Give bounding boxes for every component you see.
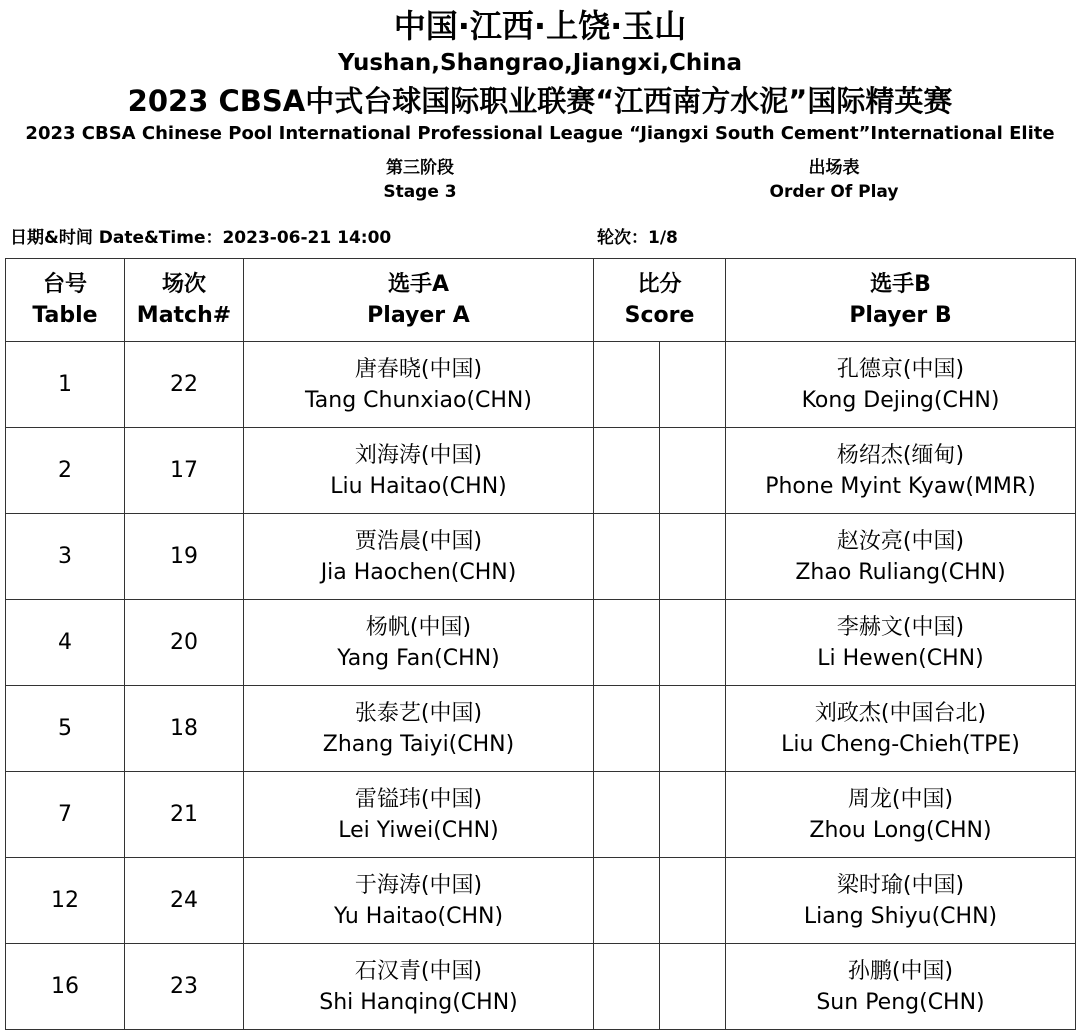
match-number: 21 xyxy=(170,802,198,827)
date-time: 日期&时间 Date&Time：2023-06-21 14:00 xyxy=(10,228,392,248)
score-b-cell xyxy=(660,858,726,944)
score-b-cell xyxy=(660,514,726,600)
player-b-name-en: Liu Cheng-Chieh(TPE) xyxy=(781,731,1020,757)
player-b-cell xyxy=(726,342,1076,428)
score-a-cell xyxy=(594,514,660,600)
player-a-cell xyxy=(244,858,594,944)
header-match xyxy=(125,259,244,342)
player-b-cell xyxy=(726,514,1076,600)
player-b-cell xyxy=(726,772,1076,858)
table-header-row xyxy=(6,259,1076,342)
player-b-name-en: Kong Dejing(CHN) xyxy=(801,387,1000,413)
match-number-cell xyxy=(125,772,244,858)
header-player-b-cn: 选手B xyxy=(870,272,931,297)
score-b-cell xyxy=(660,600,726,686)
match-number: 18 xyxy=(170,716,198,741)
player-a-name-cn: 雷镒玮(中国) xyxy=(354,786,483,812)
match-number: 19 xyxy=(170,544,198,569)
player-a-cell xyxy=(244,514,594,600)
header-score xyxy=(594,259,726,342)
player-b-name-cn: 周龙(中国) xyxy=(847,786,954,812)
player-a-name-en: Jia Haochen(CHN) xyxy=(320,559,517,585)
player-a-cell xyxy=(244,428,594,514)
player-a-cell xyxy=(244,342,594,428)
player-b-name-en: Li Hewen(CHN) xyxy=(817,645,984,671)
player-a-cell xyxy=(244,686,594,772)
player-b-name-en: Zhao Ruliang(CHN) xyxy=(795,559,1006,585)
score-a-cell xyxy=(594,600,660,686)
order-of-play-label xyxy=(734,156,934,204)
player-a-name-cn: 于海涛(中国) xyxy=(354,872,483,898)
player-b-cell xyxy=(726,428,1076,514)
player-a-name-en: Shi Hanqing(CHN) xyxy=(319,989,518,1015)
location-cn: 中国·江西·上饶·玉山 xyxy=(393,7,687,45)
player-b-name-en: Phone Myint Kyaw(MMR) xyxy=(765,473,1036,499)
table-number: 4 xyxy=(58,630,72,655)
player-b-name-cn: 孔德京(中国) xyxy=(836,356,965,382)
header-table-cn: 台号 xyxy=(42,272,87,297)
player-b-name-en: Zhou Long(CHN) xyxy=(809,817,992,843)
order-cn: 出场表 xyxy=(808,158,860,178)
player-a-name-cn: 杨帆(中国) xyxy=(365,614,472,640)
score-a-cell xyxy=(594,772,660,858)
table-number: 12 xyxy=(51,888,79,913)
stage-en: Stage 3 xyxy=(383,182,457,202)
table-row xyxy=(6,686,1076,772)
player-a-cell xyxy=(244,944,594,1030)
score-a-cell xyxy=(594,944,660,1030)
order-of-play-table xyxy=(5,258,1076,1030)
header-score-en: Score xyxy=(624,303,695,328)
header-match-cn: 场次 xyxy=(161,272,206,297)
match-number: 22 xyxy=(170,372,198,397)
match-number-cell xyxy=(125,342,244,428)
score-a-cell xyxy=(594,428,660,514)
table-row xyxy=(6,772,1076,858)
player-b-cell xyxy=(726,600,1076,686)
player-a-name-en: Zhang Taiyi(CHN) xyxy=(322,731,515,757)
event-title-en: 2023 CBSA Chinese Pool International Professional League “Jiangxi South Cement”International Elite xyxy=(25,123,1055,144)
player-b-name-cn: 杨绍杰(缅甸) xyxy=(836,442,965,468)
event-title-cn: 2023 CBSA中式台球国际职业联赛“江西南方水泥”国际精英赛 xyxy=(127,84,953,118)
table-number: 1 xyxy=(58,372,72,397)
player-a-name-cn: 张泰艺(中国) xyxy=(354,700,483,726)
score-b-cell xyxy=(660,772,726,858)
player-b-name-cn: 李赫文(中国) xyxy=(836,614,965,640)
table-number-cell xyxy=(6,858,125,944)
player-b-name-cn: 梁时瑜(中国) xyxy=(836,872,965,898)
match-number: 24 xyxy=(170,888,198,913)
player-b-name-cn: 刘政杰(中国台北) xyxy=(814,700,987,726)
match-number-cell xyxy=(125,600,244,686)
player-a-name-en: Liu Haitao(CHN) xyxy=(330,473,507,499)
player-a-name-en: Yang Fan(CHN) xyxy=(337,645,500,671)
table-number-cell xyxy=(6,514,125,600)
player-b-name-en: Liang Shiyu(CHN) xyxy=(803,903,998,929)
score-a-cell xyxy=(594,686,660,772)
order-en: Order Of Play xyxy=(769,182,899,202)
score-a-cell xyxy=(594,342,660,428)
header-player-a-cn: 选手A xyxy=(387,272,450,297)
table-number-cell xyxy=(6,428,125,514)
score-b-cell xyxy=(660,686,726,772)
player-b-cell xyxy=(726,686,1076,772)
match-number-cell xyxy=(125,514,244,600)
header-player-b xyxy=(726,259,1076,342)
header-table xyxy=(6,259,125,342)
player-b-name-cn: 孙鹏(中国) xyxy=(847,958,954,984)
player-a-name-cn: 唐春晓(中国) xyxy=(354,356,483,382)
score-b-cell xyxy=(660,428,726,514)
player-a-name-en: Lei Yiwei(CHN) xyxy=(338,817,499,843)
match-number: 17 xyxy=(170,458,198,483)
header-player-a xyxy=(244,259,594,342)
table-number-cell xyxy=(6,600,125,686)
location-en: Yushan,Shangrao,Jiangxi,China xyxy=(337,50,743,76)
player-b-name-en: Sun Peng(CHN) xyxy=(816,989,985,1015)
player-a-name-cn: 贾浩晨(中国) xyxy=(354,528,483,554)
player-a-name-cn: 刘海涛(中国) xyxy=(354,442,483,468)
table-number-cell xyxy=(6,944,125,1030)
header-table-en: Table xyxy=(32,303,98,328)
table-number: 7 xyxy=(58,802,72,827)
player-a-cell xyxy=(244,772,594,858)
table-number: 5 xyxy=(58,716,72,741)
player-a-name-en: Tang Chunxiao(CHN) xyxy=(305,387,532,413)
table-number-cell xyxy=(6,772,125,858)
header-match-en: Match# xyxy=(136,303,232,328)
score-a-cell xyxy=(594,858,660,944)
match-number: 20 xyxy=(170,630,198,655)
table-number-cell xyxy=(6,342,125,428)
player-a-name-en: Yu Haitao(CHN) xyxy=(333,903,504,929)
stage-label xyxy=(320,156,520,204)
header-score-cn: 比分 xyxy=(637,272,682,297)
table-row xyxy=(6,944,1076,1030)
round: 轮次：1/8 xyxy=(597,228,678,248)
table-number: 16 xyxy=(51,974,79,999)
table-row xyxy=(6,342,1076,428)
player-a-name-cn: 石汉青(中国) xyxy=(354,958,483,984)
match-number-cell xyxy=(125,944,244,1030)
stage-cn: 第三阶段 xyxy=(386,158,454,178)
header-player-a-en: Player A xyxy=(367,303,470,328)
match-number-cell xyxy=(125,858,244,944)
player-b-cell xyxy=(726,858,1076,944)
match-number-cell xyxy=(125,686,244,772)
player-b-name-cn: 赵汝亮(中国) xyxy=(836,528,965,554)
score-b-cell xyxy=(660,944,726,1030)
player-a-cell xyxy=(244,600,594,686)
player-b-cell xyxy=(726,944,1076,1030)
header-player-b-en: Player B xyxy=(849,303,952,328)
table-number: 3 xyxy=(58,544,72,569)
table-row xyxy=(6,428,1076,514)
table-number-cell xyxy=(6,686,125,772)
table-row xyxy=(6,514,1076,600)
table-row xyxy=(6,858,1076,944)
match-number-cell xyxy=(125,428,244,514)
score-b-cell xyxy=(660,342,726,428)
table-row xyxy=(6,600,1076,686)
match-number: 23 xyxy=(170,974,198,999)
table-number: 2 xyxy=(58,458,72,483)
